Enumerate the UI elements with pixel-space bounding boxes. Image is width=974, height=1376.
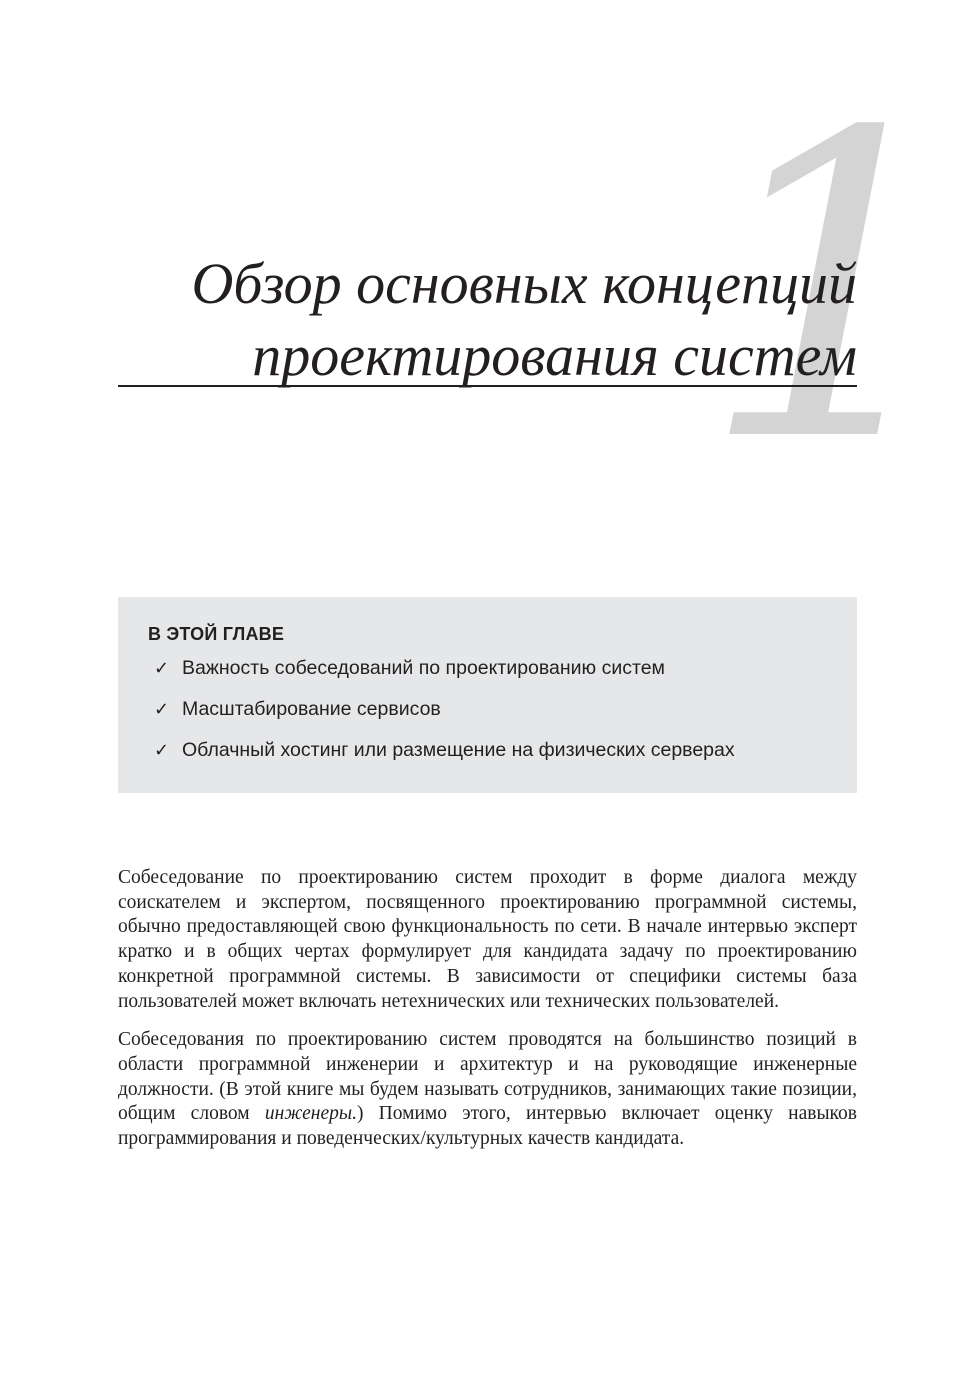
checkmark-icon: ✓: [154, 699, 170, 719]
list-item-text: Важность собеседований по проектированию систем: [182, 657, 665, 679]
paragraph-2-end: ) Помимо этого, интервью включает оценку навыков программирования и поведенческих/культурных качеств кандидата.: [118, 1103, 858, 1150]
list-item: [148, 657, 827, 679]
chapter-overview-list: [148, 657, 827, 761]
list-item: [148, 698, 827, 720]
checkmark-icon: ✓: [154, 740, 170, 760]
paragraph-2: [118, 1028, 857, 1152]
chapter-title: [97, 248, 857, 392]
chapter-title-line-2: проектирования систем: [252, 323, 857, 388]
chapter-overview-box: [118, 597, 857, 793]
body-text: [118, 866, 857, 1166]
emphasis-term: инженеры.: [264, 1103, 357, 1125]
chapter-overview-heading: В ЭТОЙ ГЛАВЕ: [148, 624, 285, 644]
chapter-title-line-1: Обзор основных концепций: [191, 251, 857, 316]
checkmark-icon: ✓: [154, 658, 170, 678]
paragraph-1: Собеседование по проектированию систем проходит в форме диалога между соискателем и экспертом, посвященного проектированию программной системы, обычно предоставляющей свою функциональность по сети. В начале интервью эксперт кратко и в общих чертах формулирует для кандидата задачу по проектированию конкретной программной системы. В зависимости от специфики системы база пользователей может включать нетехнических или технических пользователей.: [118, 867, 857, 1012]
chapter-number: 1: [700, 45, 968, 534]
list-item-text: Облачный хостинг или размещение на физических серверах: [182, 739, 735, 761]
list-item: [148, 739, 827, 761]
paragraph-2-start: Собеседования по проектированию систем проводятся на большинство позиций в области программной инженерии и архитектур и на руководящие инженерные должности. (В этой книге мы будем называть сотрудников, занимающих такие позиции, общим словом: [118, 1029, 857, 1125]
title-rule: [118, 385, 857, 387]
list-item-text: Масштабирование сервисов: [182, 698, 441, 720]
